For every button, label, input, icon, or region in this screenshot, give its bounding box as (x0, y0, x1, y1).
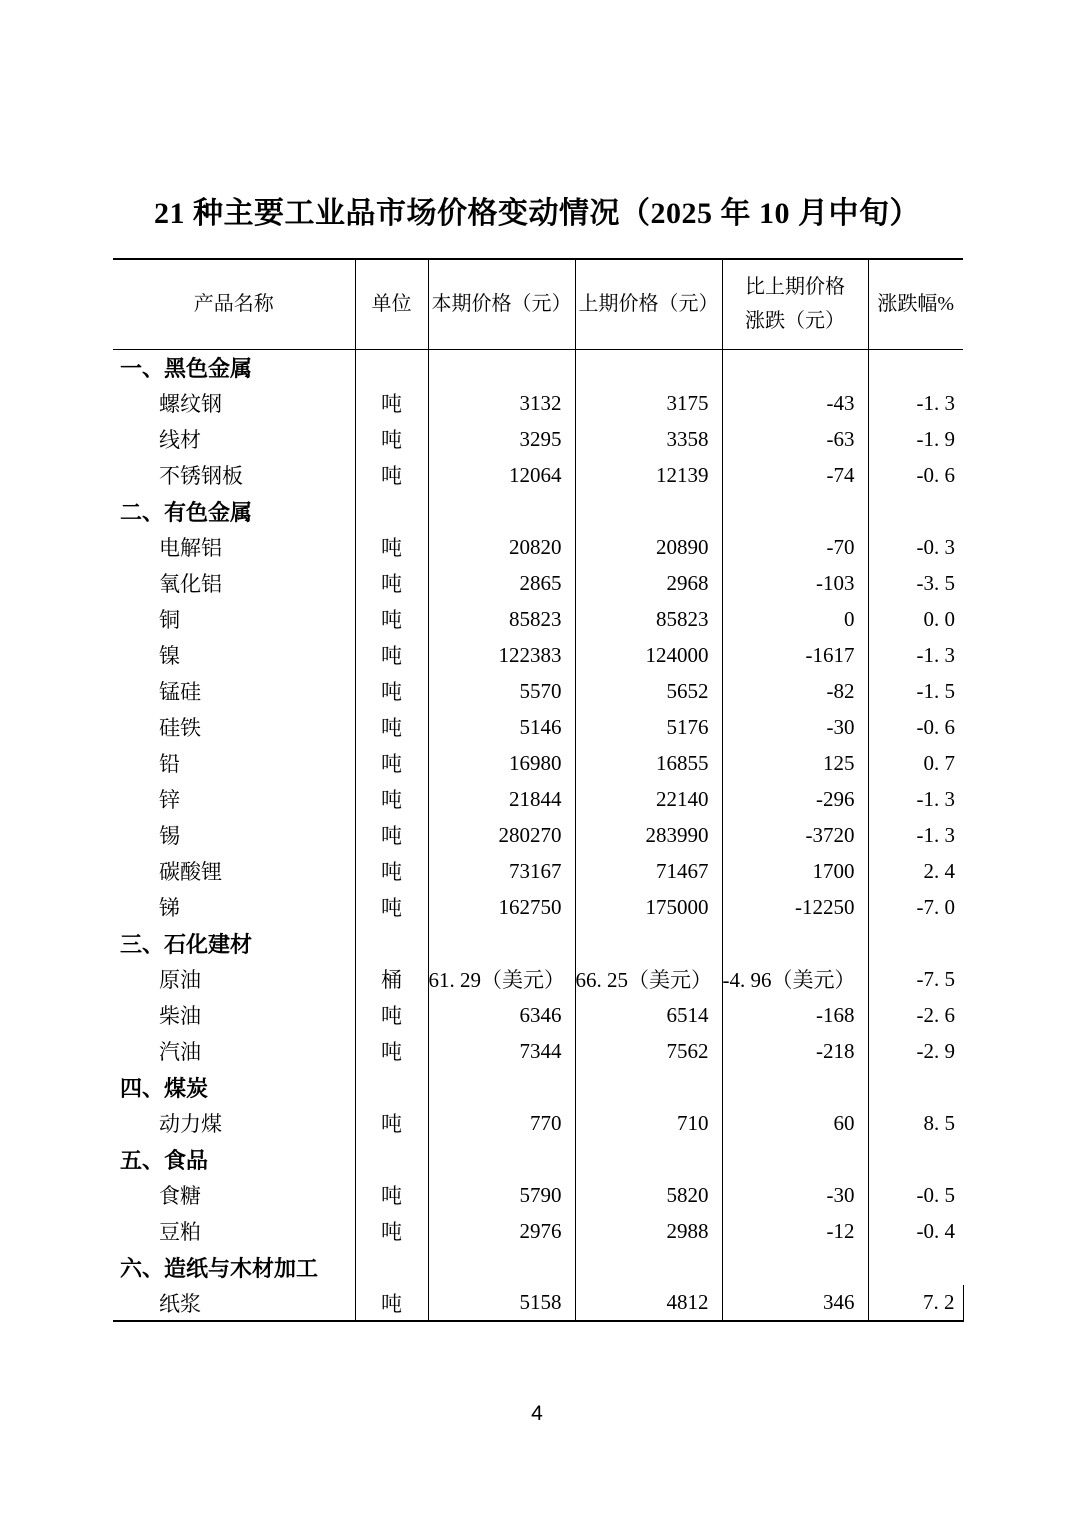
unit-cell (355, 1141, 428, 1177)
current-price-cell: 162750 (428, 889, 575, 925)
previous-price-cell: 2988 (575, 1213, 722, 1249)
product-name-cell: 食糖 (113, 1177, 355, 1213)
current-price-cell (428, 349, 575, 385)
pct-change-cell: -0. 6 (916, 462, 955, 487)
table-row (113, 1285, 963, 1321)
current-price-cell: 5158 (428, 1285, 575, 1321)
table-row (113, 889, 963, 925)
current-price-cell: 770 (428, 1105, 575, 1141)
pct-change-cell: -0. 5 (916, 1182, 955, 1207)
current-price-cell (428, 1249, 575, 1285)
pct-change-cell: -7. 0 (916, 894, 955, 919)
table-row (113, 493, 963, 529)
pct-change-cell: 0. 7 (923, 750, 955, 775)
previous-price-cell: 85823 (575, 601, 722, 637)
page-number: 4 (531, 1402, 543, 1425)
price-change-cell (722, 925, 868, 961)
price-change-cell: -4. 96（美元） (722, 961, 868, 997)
pct-change-cell (868, 925, 963, 961)
product-name-cell: 纸浆 (113, 1285, 355, 1321)
unit-cell: 吨 (355, 781, 428, 817)
product-name-cell: 铜 (113, 601, 355, 637)
price-change-cell: 1700 (722, 853, 868, 889)
product-name-cell: 一、黑色金属 (113, 349, 355, 385)
column-header-previous-price: 上期价格（元） (575, 259, 722, 349)
table-row (113, 349, 963, 385)
pct-change-cell: -0. 4 (916, 1218, 955, 1243)
column-header-unit: 单位 (355, 259, 428, 349)
unit-cell: 吨 (355, 997, 428, 1033)
previous-price-cell: 5652 (575, 673, 722, 709)
unit-cell: 吨 (355, 709, 428, 745)
unit-cell (355, 1249, 428, 1285)
previous-price-cell: 4812 (575, 1285, 722, 1321)
unit-cell: 桶 (355, 961, 428, 997)
previous-price-cell (575, 349, 722, 385)
current-price-cell (428, 1069, 575, 1105)
pct-change-cell (868, 1249, 963, 1285)
previous-price-cell (575, 1141, 722, 1177)
product-name-cell: 二、有色金属 (113, 493, 355, 529)
product-name-cell: 硅铁 (113, 709, 355, 745)
current-price-cell: 12064 (428, 457, 575, 493)
product-name-cell: 豆粕 (113, 1213, 355, 1249)
previous-price-cell (575, 1069, 722, 1105)
unit-cell: 吨 (355, 745, 428, 781)
previous-price-cell: 3358 (575, 421, 722, 457)
price-change-cell: -3720 (722, 817, 868, 853)
product-name-cell: 不锈钢板 (113, 457, 355, 493)
current-price-cell: 3295 (428, 421, 575, 457)
pct-change-cell: 2. 4 (923, 858, 955, 883)
current-price-cell: 2865 (428, 565, 575, 601)
pct-change-cell: -1. 9 (916, 426, 955, 451)
previous-price-cell: 175000 (575, 889, 722, 925)
pct-change-cell: -3. 5 (916, 570, 955, 595)
price-change-cell: -30 (722, 1177, 868, 1213)
table-row (113, 1033, 963, 1069)
pct-change-cell: 8. 5 (923, 1110, 955, 1135)
header-row (113, 259, 963, 349)
price-change-cell (722, 1141, 868, 1177)
table-row (113, 457, 963, 493)
price-change-cell: -296 (722, 781, 868, 817)
product-name-cell: 汽油 (113, 1033, 355, 1069)
column-header-current-price: 本期价格（元） (428, 259, 575, 349)
product-name-cell: 镍 (113, 637, 355, 673)
price-change-cell (722, 493, 868, 529)
table-row (113, 565, 963, 601)
table-row (113, 1069, 963, 1105)
unit-cell: 吨 (355, 889, 428, 925)
pct-change-cell: -1. 3 (916, 390, 955, 415)
price-change-cell (722, 1249, 868, 1285)
price-change-cell: -70 (722, 529, 868, 565)
previous-price-cell: 3175 (575, 385, 722, 421)
price-change-cell: -12250 (722, 889, 868, 925)
column-header-price-change (722, 259, 868, 349)
price-change-cell: -12 (722, 1213, 868, 1249)
table-row (113, 817, 963, 853)
table-row (113, 673, 963, 709)
unit-cell: 吨 (355, 457, 428, 493)
current-price-cell: 3132 (428, 385, 575, 421)
current-price-cell: 5146 (428, 709, 575, 745)
previous-price-cell: 5176 (575, 709, 722, 745)
current-price-cell: 61. 29（美元） (428, 961, 575, 997)
table-row (113, 1249, 963, 1285)
table-row (113, 781, 963, 817)
current-price-cell: 280270 (428, 817, 575, 853)
price-change-cell: -218 (722, 1033, 868, 1069)
price-change-cell: -82 (722, 673, 868, 709)
pct-change-cell (868, 1069, 963, 1105)
current-price-cell (428, 493, 575, 529)
previous-price-cell (575, 1249, 722, 1285)
previous-price-cell: 20890 (575, 529, 722, 565)
column-header-price-change-line2: 涨跌（元） (745, 310, 845, 333)
previous-price-cell: 124000 (575, 637, 722, 673)
pct-change-cell: -0. 3 (916, 534, 955, 559)
unit-cell: 吨 (355, 817, 428, 853)
price-table-container (113, 258, 963, 1322)
price-change-cell: 346 (722, 1285, 868, 1321)
previous-price-cell: 6514 (575, 997, 722, 1033)
product-name-cell: 三、石化建材 (113, 925, 355, 961)
unit-cell: 吨 (355, 529, 428, 565)
previous-price-cell (575, 925, 722, 961)
previous-price-cell: 12139 (575, 457, 722, 493)
price-change-cell (722, 1069, 868, 1105)
table-row (113, 709, 963, 745)
pct-change-cell: -7. 5 (916, 966, 955, 991)
previous-price-cell: 7562 (575, 1033, 722, 1069)
unit-cell (355, 925, 428, 961)
product-name-cell: 锰硅 (113, 673, 355, 709)
product-name-cell: 原油 (113, 961, 355, 997)
price-change-cell: 125 (722, 745, 868, 781)
unit-cell: 吨 (355, 421, 428, 457)
pct-change-cell: -1. 3 (916, 642, 955, 667)
price-change-cell: -103 (722, 565, 868, 601)
pct-change-cell: -2. 9 (916, 1038, 955, 1063)
table-row (113, 997, 963, 1033)
current-price-cell: 85823 (428, 601, 575, 637)
table-row (113, 925, 963, 961)
product-name-cell: 五、食品 (113, 1141, 355, 1177)
table-row (113, 1177, 963, 1213)
unit-cell: 吨 (355, 1213, 428, 1249)
table-row (113, 1213, 963, 1249)
table-row (113, 421, 963, 457)
price-change-cell: -1617 (722, 637, 868, 673)
product-name-cell: 四、煤炭 (113, 1069, 355, 1105)
pct-change-cell: -0. 6 (916, 714, 955, 739)
unit-cell (355, 1069, 428, 1105)
previous-price-cell: 66. 25（美元） (575, 961, 722, 997)
unit-cell: 吨 (355, 1033, 428, 1069)
current-price-cell: 2976 (428, 1213, 575, 1249)
table-row (113, 529, 963, 565)
table-row (113, 745, 963, 781)
current-price-cell: 7344 (428, 1033, 575, 1069)
price-change-cell: 60 (722, 1105, 868, 1141)
table-row (113, 385, 963, 421)
price-table-header (113, 259, 963, 349)
current-price-cell: 5570 (428, 673, 575, 709)
product-name-cell: 锌 (113, 781, 355, 817)
previous-price-cell: 22140 (575, 781, 722, 817)
unit-cell: 吨 (355, 1285, 428, 1321)
pct-change-cell: -1. 3 (916, 822, 955, 847)
column-header-price-change-line1: 比上期价格 (745, 276, 845, 299)
product-name-cell: 碳酸锂 (113, 853, 355, 889)
product-name-cell: 氧化铝 (113, 565, 355, 601)
pct-change-cell: -2. 6 (916, 1002, 955, 1027)
previous-price-cell (575, 493, 722, 529)
pct-change-cell: -1. 3 (916, 786, 955, 811)
table-row (113, 961, 963, 997)
previous-price-cell: 283990 (575, 817, 722, 853)
previous-price-cell: 71467 (575, 853, 722, 889)
product-name-cell: 线材 (113, 421, 355, 457)
unit-cell (355, 493, 428, 529)
current-price-cell: 20820 (428, 529, 575, 565)
pct-change-cell: 7. 2 (868, 1285, 963, 1321)
column-header-product: 产品名称 (113, 259, 355, 349)
current-price-cell (428, 925, 575, 961)
product-name-cell: 动力煤 (113, 1105, 355, 1141)
current-price-cell (428, 1141, 575, 1177)
current-price-cell: 6346 (428, 997, 575, 1033)
product-name-cell: 柴油 (113, 997, 355, 1033)
product-name-cell: 锑 (113, 889, 355, 925)
price-change-cell: 0 (722, 601, 868, 637)
unit-cell: 吨 (355, 853, 428, 889)
unit-cell: 吨 (355, 1177, 428, 1213)
unit-cell: 吨 (355, 1105, 428, 1141)
price-table-body (113, 349, 963, 1321)
product-name-cell: 六、造纸与木材加工 (113, 1249, 355, 1285)
current-price-cell: 21844 (428, 781, 575, 817)
current-price-cell: 122383 (428, 637, 575, 673)
table-row (113, 1141, 963, 1177)
product-name-cell: 电解铝 (113, 529, 355, 565)
product-name-cell: 铅 (113, 745, 355, 781)
table-row (113, 853, 963, 889)
pct-change-cell: 0. 0 (923, 606, 955, 631)
previous-price-cell: 2968 (575, 565, 722, 601)
current-price-cell: 5790 (428, 1177, 575, 1213)
current-price-cell: 73167 (428, 853, 575, 889)
page-title: 21 种主要工业品市场价格变动情况（2025 年 10 月中旬） (154, 197, 920, 230)
price-table (113, 258, 964, 1322)
unit-cell: 吨 (355, 385, 428, 421)
price-change-cell (722, 349, 868, 385)
price-change-cell: -63 (722, 421, 868, 457)
unit-cell: 吨 (355, 673, 428, 709)
unit-cell: 吨 (355, 601, 428, 637)
product-name-cell: 锡 (113, 817, 355, 853)
pct-change-cell (868, 1141, 963, 1177)
price-change-cell: -74 (722, 457, 868, 493)
table-row (113, 601, 963, 637)
product-name-cell: 螺纹钢 (113, 385, 355, 421)
current-price-cell: 16980 (428, 745, 575, 781)
unit-cell (355, 349, 428, 385)
pct-change-cell: -1. 5 (916, 678, 955, 703)
previous-price-cell: 710 (575, 1105, 722, 1141)
table-row (113, 637, 963, 673)
unit-cell: 吨 (355, 637, 428, 673)
previous-price-cell: 5820 (575, 1177, 722, 1213)
price-change-cell: -30 (722, 709, 868, 745)
previous-price-cell: 16855 (575, 745, 722, 781)
price-change-cell: -168 (722, 997, 868, 1033)
column-header-pct-change: 涨跌幅% (868, 259, 963, 349)
pct-change-cell (868, 349, 963, 385)
price-change-cell: -43 (722, 385, 868, 421)
pct-change-cell (868, 493, 963, 529)
unit-cell: 吨 (355, 565, 428, 601)
table-row (113, 1105, 963, 1141)
